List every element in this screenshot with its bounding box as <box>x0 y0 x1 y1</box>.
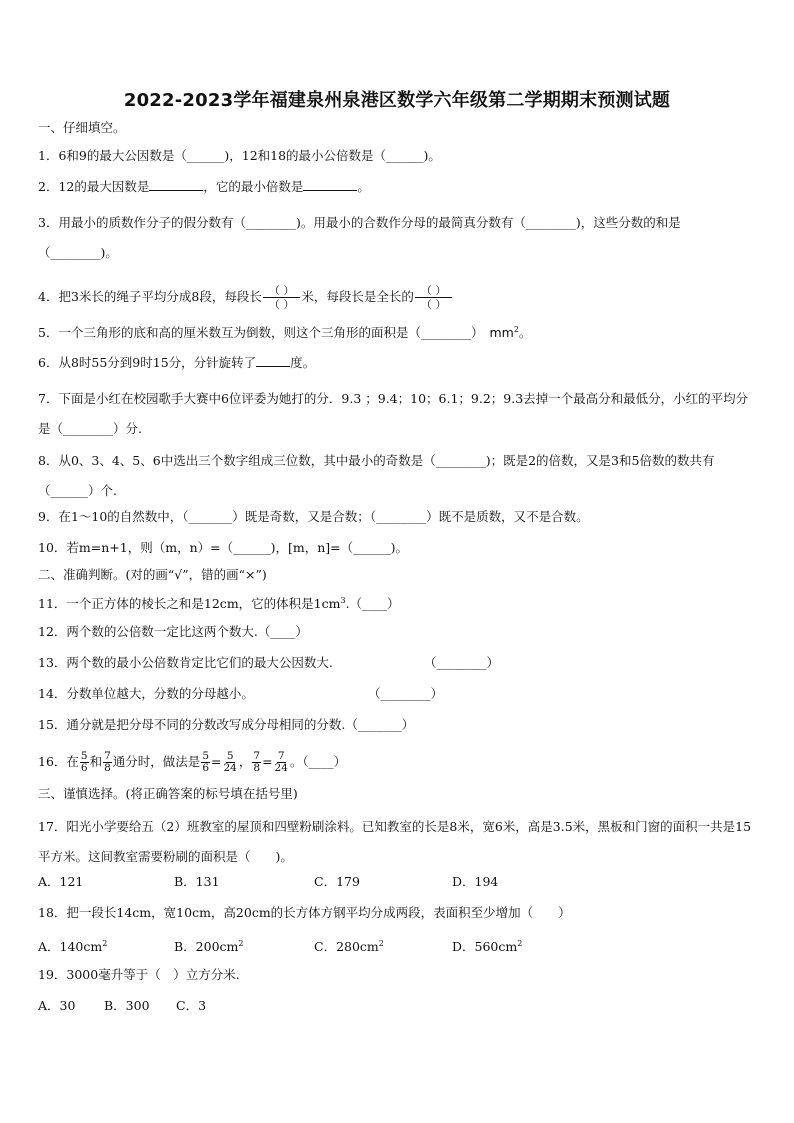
q2-text-a: 2．12的最大因数是 <box>38 179 150 194</box>
q2-text-c: 。 <box>357 179 370 194</box>
q5-unit: mm <box>489 325 514 341</box>
q17-option-b: B．131 <box>174 874 220 889</box>
question-19: 19．3000毫升等于（ ）立方分米. <box>38 967 240 982</box>
q16-end: 。（____） <box>289 754 347 769</box>
q18-option-d: D．$560cm^2$ <box>452 939 523 955</box>
q16-and: 和 <box>89 754 103 769</box>
q16-text-b: 通分时，做法是 <box>112 754 201 769</box>
q16-equals-1: = <box>211 754 222 769</box>
q2-text-b: ，它的最小倍数是 <box>203 179 304 194</box>
q5-exponent: 2 <box>513 325 519 334</box>
question-10: 10．若m=n+1，则（m，n）=（______)，[m，n]=（______)。 <box>38 540 408 555</box>
q4-blank-fraction-1: $\frac{( )}{( )}$ <box>263 284 301 311</box>
question-16 <box>38 750 346 774</box>
q6-text-a: 6．从8时55分到9时15分，分针旋转了 <box>38 355 257 370</box>
q18-option-b: B．$200cm^2$ <box>174 939 244 955</box>
q16-fraction-5-24: $\frac{5}{24}$ <box>223 750 237 774</box>
q16-fraction-5-6: $\frac{5}{6}$ <box>80 750 88 774</box>
section-heading-fill: 一、仔细填空。 <box>38 120 126 135</box>
question-12: 12．两个数的公倍数一定比这两个数大.（____） <box>38 624 308 639</box>
q4-text-b: 米，每段长是全长的 <box>301 289 414 304</box>
q16-comma: ， <box>238 754 252 769</box>
q11-exponent: 3 <box>340 596 346 605</box>
question-5 <box>38 322 531 341</box>
question-17: 17．阳光小学要给五（2）班教室的屋顶和四壁粉刷涂料。已知教室的长是8米，宽6米，高是3.5米，黑板和门窗的面积一共是15平方米。这间教室需要粉刷的面积是（ )。 <box>38 819 752 864</box>
q18-option-c: C．$280cm^2$ <box>314 939 384 955</box>
q16-text-a: 16．在 <box>38 754 79 769</box>
q18-option-a: A．$140cm^2$ <box>38 939 108 955</box>
q19-option-a: A．30 <box>38 998 76 1013</box>
question-11 <box>38 593 400 612</box>
q2-blank-1 <box>149 178 203 191</box>
q16-fraction-7-24: $\frac{7}{24}$ <box>274 750 288 774</box>
question-3: 3．用最小的质数作分子的假分数有（________)。用最小的合数作分母的最简真分数有（________)，这些分数的和是（________)。 <box>38 215 681 260</box>
q11-text-a: 11．一个正方体的棱长之和是12cm，它的体积是1cm <box>38 596 341 612</box>
question-6 <box>38 354 315 371</box>
q4-text-a: 4．把3米长的绳子平均分成8段，每段长 <box>38 289 262 304</box>
question-14 <box>38 686 444 702</box>
question-2 <box>38 178 370 195</box>
q16-fraction-7-8-b: $\frac{7}{8}$ <box>253 750 261 774</box>
q5-text: 5．一个三角形的底和高的厘米数互为倒数，则这个三角形的面积是（________） <box>38 325 484 341</box>
q13-answer: （________） <box>424 655 500 670</box>
question-7: 7．下面是小红在校园歌手大赛中6位评委为她打的分．9.3 ；9.4；10；6.1；9.2；9.3去掉一个最高分和最低分，小红的平均分是（________）分. <box>38 391 749 436</box>
question-18: 18．把一段长14cm，宽10cm，高20cm的长方体方钢平均分成两段，表面积至少增加（ ） <box>38 905 571 920</box>
section-heading-judge: 二、准确判断。(对的画“√”，错的画“×”) <box>38 567 267 582</box>
page-title: 2022-2023学年福建泉州泉港区数学六年级第二学期期末预测试题 <box>123 90 671 111</box>
q17-option-a: A．121 <box>38 874 84 889</box>
q16-fraction-5-6-b: $\frac{5}{6}$ <box>202 750 209 774</box>
question-13 <box>38 655 500 671</box>
q17-option-c: C．179 <box>314 874 360 889</box>
q19-option-c: C．3 <box>176 998 207 1013</box>
q6-text-b: 度。 <box>290 355 316 370</box>
q6-blank <box>256 354 290 367</box>
q4-blank-fraction-2: $\frac{( )}{( )}$ <box>415 284 453 311</box>
question-4 <box>38 284 453 311</box>
q13-text: 13．两个数的最小公倍数肯定比它们的最大公因数大. <box>38 655 333 670</box>
q19-option-b: B．300 <box>104 998 150 1013</box>
section-heading-choose: 三、谨慎选择。(将正确答案的标号填在括号里) <box>38 786 298 801</box>
q11-text-b: .（____） <box>345 596 400 612</box>
q14-text: 14．分数单位越大，分数的分母越小。 <box>38 686 254 701</box>
q16-fraction-7-8: $\frac{7}{8}$ <box>104 750 111 774</box>
question-9: 9．在1～10的自然数中，（_______）既是奇数，又是合数；（________）既不是质数，又不是合数。 <box>38 509 589 524</box>
q17-option-d: D．194 <box>452 874 499 889</box>
q2-blank-2 <box>303 178 357 191</box>
q5-end: 。 <box>518 325 532 341</box>
q14-answer: （________） <box>368 686 444 701</box>
question-1: 1．6和9的最大公因数是（______)，12和18的最小公倍数是（______)。 <box>38 148 441 163</box>
question-8: 8．从0、3、4、5、6中选出三个数字组成三位数，其中最小的奇数是（________)；既是2的倍数，又是3和5倍数的数共有（______）个. <box>38 453 715 498</box>
question-15: 15．通分就是把分母不同的分数改写成分母相同的分数.（_______） <box>38 717 415 732</box>
q16-equals-2: = <box>262 754 273 769</box>
